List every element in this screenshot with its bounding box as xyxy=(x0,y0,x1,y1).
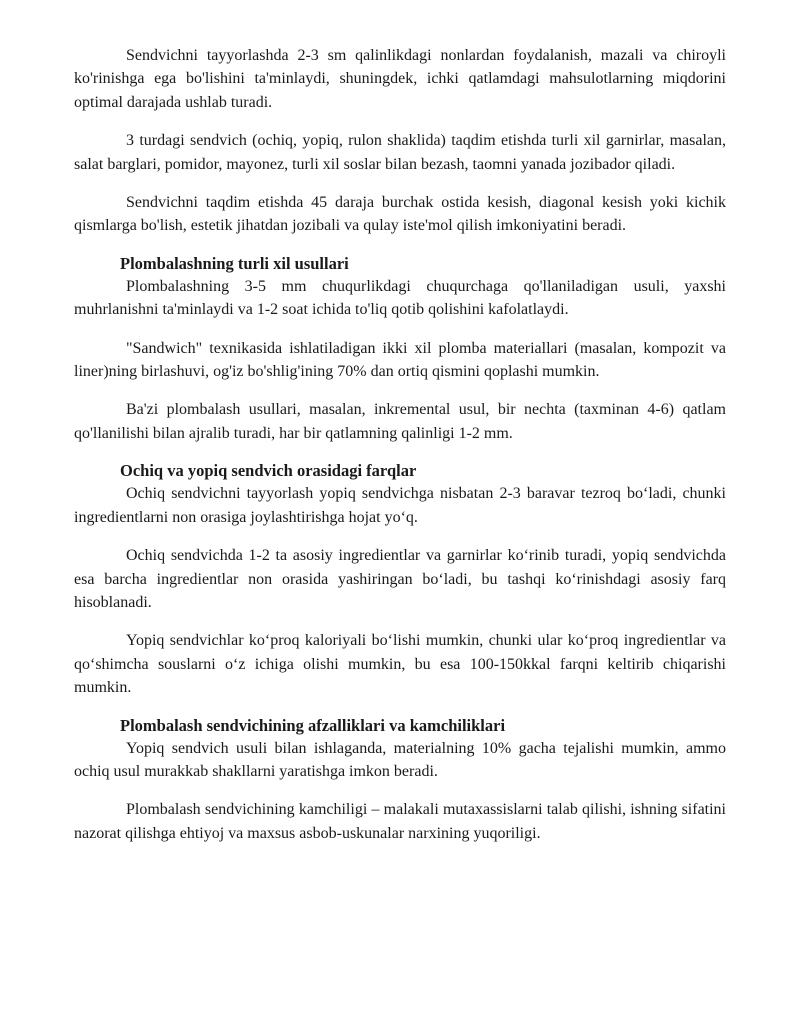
paragraph: Ba'zi plombalash usullari, masalan, inkremental usul, bir nechta (taxminan 4-6) qatlam qo'llanilishi bilan ajralib turadi, har bir qatlamning qalinligi 1-2 mm. xyxy=(74,401,726,442)
paragraph: Sendvichni taqdim etishda 45 daraja burchak ostida kesish, diagonal kesish yoki kichik qismlarga bo'lish, estetik jihatdan jozibali va qulay iste'mol qilish imkoniyatini beradi. xyxy=(74,194,726,235)
paragraph: "Sandwich" texnikasida ishlatiladigan ikki xil plomba materiallari (masalan, kompozit va liner)ning birlashuvi, og'iz bo'shlig'ining 70% dan ortiq qismini qoplashi mumkin. xyxy=(74,339,726,381)
paragraph: Plombalashning 3-5 mm chuqurlikdagi chuqurchaga qo'llaniladigan usuli, yaxshi muhrlanishni ta'minlaydi va 1-2 soat ichida to'liq qotib qolishini kafolatlaydi. xyxy=(74,277,726,319)
paragraph: Ochiq sendvichni tayyorlash yopiq sendvichga nisbatan 2-3 baravar tezroq boʻladi, chunki ingredientlarni non orasiga joylashtirishga hojat yoʻq. xyxy=(74,485,726,526)
paragraph: Ochiq sendvichda 1-2 ta asosiy ingredientlar va garnirlar koʻrinib turadi, yopiq sendvichda esa barcha ingredientlar non orasida yashiringan boʻladi, bu tashqi koʻrinishdagi asosiy farq hisoblanadi. xyxy=(74,547,726,611)
paragraph: 3 turdagi sendvich (ochiq, yopiq, rulon shaklida) taqdim etishda turli xil garnirlar, masalan, salat barglari, pomidor, mayonez, turli xil soslar bilan bezash, taomni yanada jozibador qiladi. xyxy=(74,132,726,173)
paragraph: Yopiq sendvich usuli bilan ishlaganda, materialning 10% gacha tejalishi mumkin, ammo ochiq usul murakkab shakllarni yaratishga imkon beradi. xyxy=(74,739,726,780)
paragraph: Plombalash sendvichining kamchiligi – malakali mutaxassislarni talab qilishi, ishning sifatini nazorat qilishga ehtiyoj va maxsus asbob-uskunalar narxining yuqoriligi. xyxy=(74,801,726,842)
paragraph: Yopiq sendvichlar koʻproq kaloriyali boʻlishi mumkin, chunki ular koʻproq ingredientlar va qoʻshimcha souslarni oʻz ichiga olishi mumkin, bu esa 100-150kkal farqni keltirib chiqarishi mumkin. xyxy=(74,632,726,697)
paragraph: Sendvichni tayyorlashda 2-3 sm qalinlikdagi nonlardan foydalanish, mazali va chiroyli ko'rinishga ega bo'lishini ta'minlaydi, shuningdek, ichki qatlamdagi mahsulotlarning miqdorini optimal darajada ushlab turadi. xyxy=(74,47,726,111)
section-heading: Ochiq va yopiq sendvich orasidagi farqlar xyxy=(120,461,417,481)
section-heading: Plombalash sendvichining afzalliklari va kamchiliklari xyxy=(120,715,506,735)
section-heading: Plombalashning turli xil usullari xyxy=(120,253,349,273)
